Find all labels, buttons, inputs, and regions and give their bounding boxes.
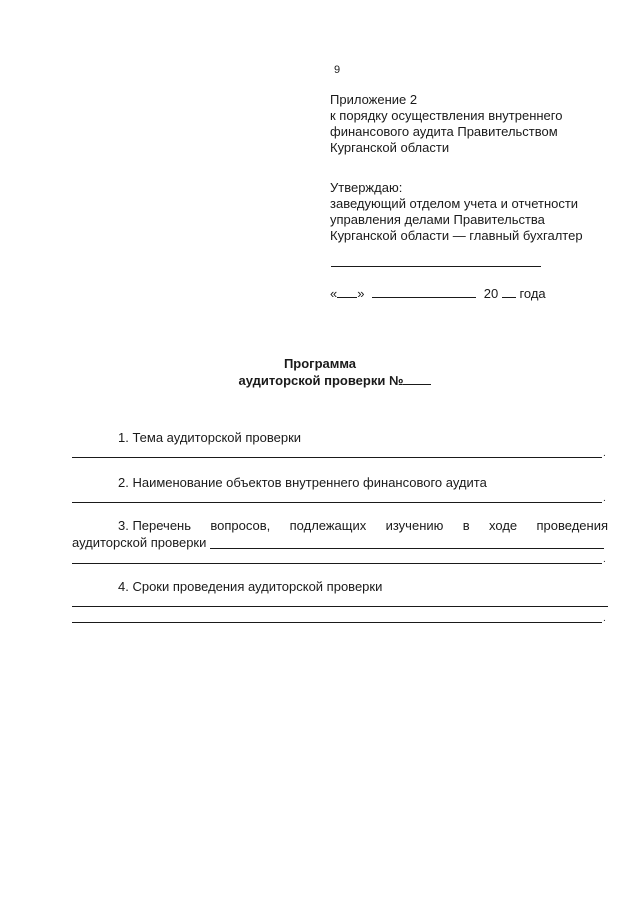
date-close-quote: » xyxy=(357,286,365,301)
appendix-block xyxy=(330,92,562,156)
item-3-end-mark: . xyxy=(603,554,606,565)
item-4-label: 4. Сроки проведения аудиторской проверки xyxy=(118,579,383,594)
date-row xyxy=(330,285,546,302)
year-prefix: 20 xyxy=(483,286,499,301)
title-line-1: Программа xyxy=(283,356,357,371)
item-4-end-mark: . xyxy=(603,613,606,624)
item-1-label: 1. Тема аудиторской проверки xyxy=(118,430,302,445)
day-blank xyxy=(337,285,357,298)
item-3-label xyxy=(118,518,608,534)
item-3-word: проведения xyxy=(536,518,608,533)
month-blank xyxy=(372,285,476,298)
item-3-line xyxy=(72,563,602,564)
item-1-end-mark: . xyxy=(603,448,606,459)
appendix-line-4: Курганской области xyxy=(330,140,450,155)
document-title xyxy=(0,356,640,389)
approval-block xyxy=(330,180,583,244)
approval-line-2: заведующий отделом учета и отчетности xyxy=(330,196,579,211)
year-suffix: года xyxy=(519,286,546,301)
approval-line-1: Утверждаю: xyxy=(330,180,403,195)
item-3-word: вопросов, xyxy=(210,518,271,533)
item-3-word: ходе xyxy=(489,518,518,533)
item-2-line xyxy=(72,502,602,503)
item-3-word: 3. Перечень xyxy=(118,518,192,533)
appendix-line-1: Приложение 2 xyxy=(330,92,418,107)
signature-line xyxy=(331,266,541,267)
page-number: 9 xyxy=(334,64,341,76)
appendix-line-3: финансового аудита Правительством xyxy=(330,124,558,139)
title-line-2 xyxy=(0,372,640,389)
title-line-2-text: аудиторской проверки № xyxy=(238,373,404,388)
item-3-word: в xyxy=(462,518,470,533)
year-blank xyxy=(502,285,516,298)
item-3-word: изучению xyxy=(385,518,444,533)
item-4-line-2 xyxy=(72,622,602,623)
appendix-line-2: к порядку осуществления внутреннего xyxy=(330,108,563,123)
item-3-inline-line xyxy=(210,548,604,549)
item-2-end-mark: . xyxy=(603,493,606,504)
item-2-label: 2. Наименование объектов внутреннего финансового аудита xyxy=(118,475,487,490)
approval-line-3: управления делами Правительства xyxy=(330,212,545,227)
item-3-word: подлежащих xyxy=(289,518,367,533)
item-3-continuation: аудиторской проверки xyxy=(72,535,207,550)
date-open-quote: « xyxy=(330,286,338,301)
item-4-line-1 xyxy=(72,606,608,607)
program-number-blank xyxy=(403,372,431,385)
item-1-line xyxy=(72,457,602,458)
approval-line-4: Курганской области — главный бухгалтер xyxy=(330,228,583,243)
